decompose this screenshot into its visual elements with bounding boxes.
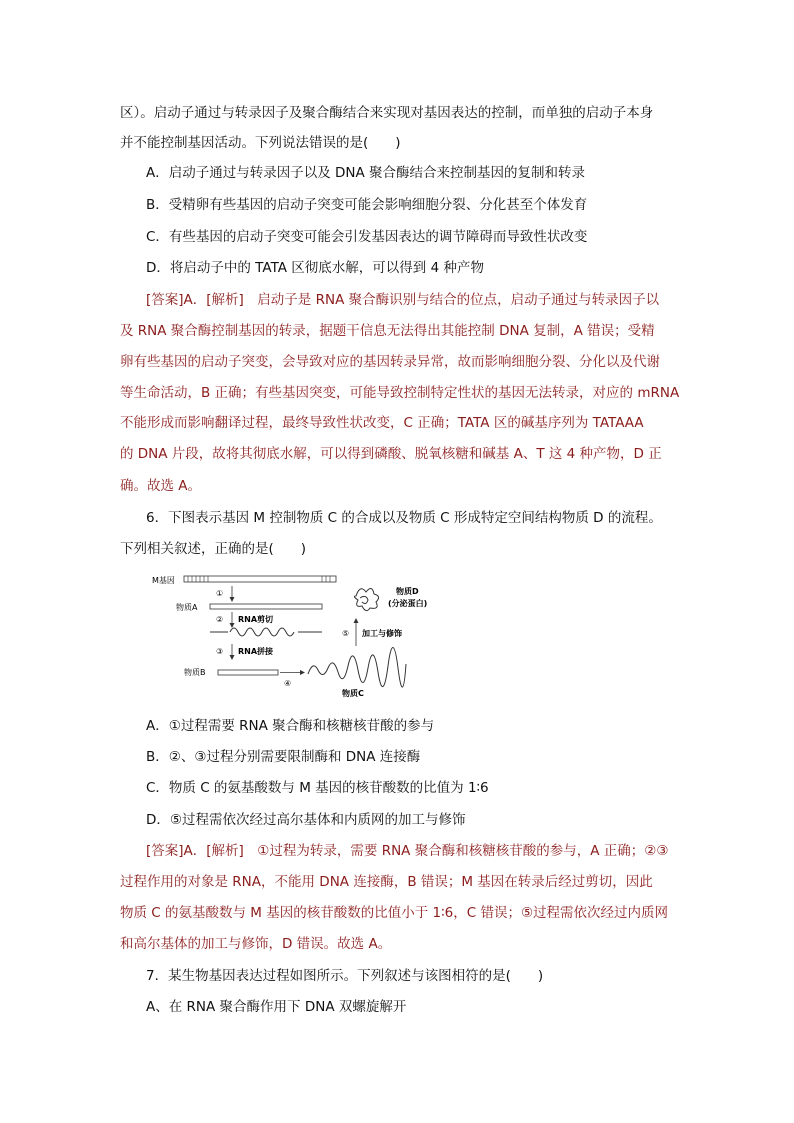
q5-answer-line-3: 卵有些基因的启动子突变，会导致对应的基因转录异常，故而影响细胞分裂、分化以及代谢 <box>120 354 660 370</box>
rna-cut-label: RNA剪切 <box>238 615 274 624</box>
q5-answer-line-6: 的 DNA 片段，故将其彻底水解，可以得到磷酸、脱氧核糖和碱基 A、T 这 4 种产物，D 正 <box>120 446 662 462</box>
fig-label-gene: M基因 <box>152 576 175 585</box>
q5-stem-line-1: 区）。启动子通过与转录因子及聚合酶结合来实现对基因表达的控制，而单独的启动子本身 <box>120 105 654 121</box>
fig-label-a: 物质A <box>176 603 198 612</box>
q7-stem: 7．某生物基因表达过程如图所示。下列叙述与该图相符的是( ) <box>146 968 544 984</box>
fig-label-c: 物质C <box>342 689 364 698</box>
q6-stem-line-1: 6．下图表示基因 M 控制物质 C 的合成以及物质 C 形成特定空间结构物质 D 的流程。 <box>146 510 662 526</box>
q5-answer-line-1: [答案]A．[解析] 启动子是 RNA 聚合酶识别与结合的位点，启动子通过与转录因子以 <box>146 292 660 308</box>
q6-stem-line-2: 下列相关叙述，正确的是( ) <box>120 541 307 557</box>
substance-b-bar <box>218 670 278 675</box>
step-5-arrowhead <box>354 618 359 623</box>
q6-option-a: A．①过程需要 RNA 聚合酶和核糖核苷酸的参与 <box>146 718 435 734</box>
step-3-label: ③ <box>216 647 224 656</box>
q6-answer-line-4: 和高尔基体的加工与修饰，D 错误。故选 A。 <box>120 936 392 952</box>
step-1-arrowhead <box>230 597 235 602</box>
q5-option-c: C．有些基因的启动子突变可能会引发基因表达的调节障碍而导致性状改变 <box>146 229 588 245</box>
q5-answer-line-2: 及 RNA 聚合酶控制基因的转录，据题干信息无法得出其能控制 DNA 复制，A 错误；受精 <box>120 323 655 339</box>
q6-answer-line-1: [答案]A．[解析] ①过程为转录，需要 RNA 聚合酶和核糖核苷酸的参与，A 正确；②③ <box>146 843 669 859</box>
substance-d-protein <box>354 588 378 610</box>
q5-answer-line-5: 不能形成而影响翻译过程，最终导致性状改变，C 正确；TATA 区的碱基序列为 TATAAA <box>120 415 644 431</box>
q6-option-c: C．物质 C 的氨基酸数与 M 基因的核苷酸数的比值为 1∶6 <box>146 780 489 796</box>
step-2-label: ② <box>216 615 224 624</box>
fig-label-d-secreted: (分泌蛋白) <box>388 599 428 608</box>
step-3-arrowhead <box>230 655 235 660</box>
substance-a-bar <box>210 604 322 609</box>
gene-expression-diagram <box>150 574 450 704</box>
cut-rna-wave <box>230 628 294 636</box>
rna-splice-label: RNA拼接 <box>238 647 274 656</box>
step-5-label: ⑤ <box>342 629 350 638</box>
q7-option-a: A、在 RNA 聚合酶作用下 DNA 双螺旋解开 <box>146 999 407 1015</box>
q6-answer-line-2: 过程作用的对象是 RNA，不能用 DNA 连接酶，B 错误；M 基因在转录后经过剪切，因此 <box>120 874 653 890</box>
q6-option-b: B．②、③过程分别需要限制酶和 DNA 连接酶 <box>146 749 421 765</box>
q5-stem-line-2: 并不能控制基因活动。下列说法错误的是( ) <box>120 135 401 151</box>
q6-option-d: D．⑤过程需依次经过高尔基体和内质网的加工与修饰 <box>146 812 466 828</box>
substance-c-chain <box>308 647 406 687</box>
q5-option-a: A．启动子通过与转录因子以及 DNA 聚合酶结合来控制基因的复制和转录 <box>146 165 586 181</box>
q5-answer-line-7: 确。故选 A。 <box>120 478 202 494</box>
q5-option-b: B．受精卵有些基因的启动子突变可能会影响细胞分裂、分化甚至个体发育 <box>146 197 588 213</box>
q5-answer-line-4: 等生命活动，B 正确；有些基因突变，可能导致控制特定性状的基因无法转录，对应的 mRNA <box>120 385 680 401</box>
step-2-arrowhead <box>230 623 235 628</box>
fig-label-d: 物质D <box>396 587 419 596</box>
q6-answer-line-3: 物质 C 的氨基酸数与 M 基因的核苷酸数的比值小于 1∶6，C 错误；⑤过程需依次经过内质网 <box>120 905 669 921</box>
m-gene-bar <box>184 576 336 582</box>
fig-label-b: 物质B <box>184 668 206 677</box>
step-4-label: ④ <box>284 679 292 688</box>
step-1-label: ① <box>216 589 224 598</box>
modification-label: 加工与修饰 <box>362 629 402 638</box>
step-4-arrowhead <box>300 670 305 675</box>
q5-option-d: D．将启动子中的 TATA 区彻底水解，可以得到 4 种产物 <box>146 260 484 276</box>
